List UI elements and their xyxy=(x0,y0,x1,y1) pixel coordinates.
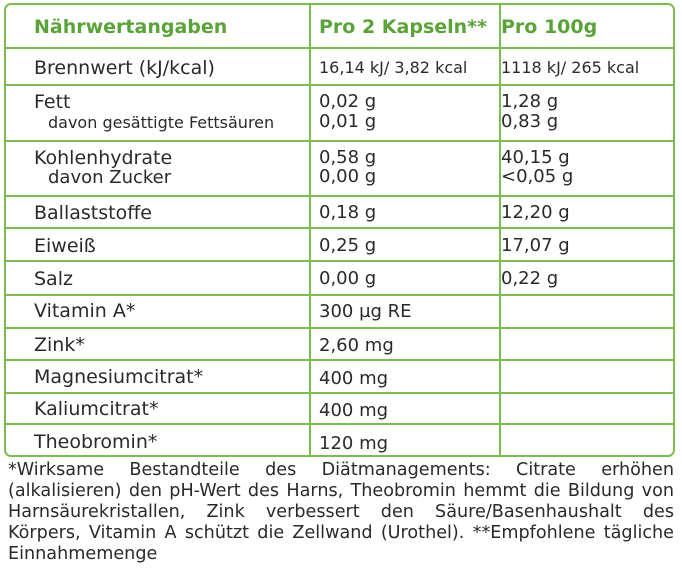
row-sub-value-per-100g: 0,83 g xyxy=(501,111,559,132)
table-row xyxy=(6,361,673,394)
row-sub-label: davon Zucker xyxy=(48,167,172,188)
row-label: Kohlenhydrate xyxy=(34,147,173,169)
row-sub-label: davon gesättigte Fettsäuren xyxy=(48,113,275,132)
row-value-per-2-capsules: 300 µg RE xyxy=(319,301,412,322)
header-per-2-capsules: Pro 2 Kapseln** xyxy=(319,16,488,38)
row-value-per-2-capsules: 2,60 mg xyxy=(319,335,394,356)
row-value-per-100g: 12,20 g xyxy=(501,202,570,223)
row-label: Zink* xyxy=(34,334,85,356)
row-value-per-2-capsules: 0,00 g xyxy=(319,268,377,289)
row-value-per-2-capsules: 0,18 g xyxy=(319,202,377,223)
row-value-per-100g: 0,22 g xyxy=(501,268,559,289)
row-value-per-2-capsules: 400 mg xyxy=(319,368,389,389)
header-nutrients: Nährwertangaben xyxy=(34,16,228,38)
row-value-per-2-capsules: 0,58 g xyxy=(319,147,377,168)
table-row xyxy=(6,229,673,262)
row-label: Ballaststoffe xyxy=(34,202,152,224)
row-value-per-100g: 17,07 g xyxy=(501,235,570,256)
table-row xyxy=(6,142,673,197)
table-row xyxy=(6,394,673,425)
row-value-per-2-capsules: 0,02 g xyxy=(319,91,377,112)
footnote: *Wirksame Bestandteile des Diätmanagements: Citrate erhöhen (alkalisieren) den pH-Wert des Harns, Theobromin hemmt die Bildung von Harnsäurekristallen, Zink verbessert den Säure/Basenhaushalt des Körpers, Vitamin A schützt die Zellwand (Urothel). **Empfohlene tägliche Einnahmemenge xyxy=(8,460,674,564)
row-label: Eiweiß xyxy=(34,235,96,257)
row-value-per-2-capsules: 16,14 kJ/ 3,82 kcal xyxy=(319,58,468,77)
row-value-per-100g: 40,15 g xyxy=(501,147,570,168)
row-value-per-100g: 1118 kJ/ 265 kcal xyxy=(501,58,640,77)
row-label: Brennwert (kJ/kcal) xyxy=(34,57,215,79)
table-row xyxy=(6,197,673,229)
header-per-100g: Pro 100g xyxy=(501,16,598,38)
row-value-per-2-capsules: 120 mg xyxy=(319,433,389,454)
row-label: Fett xyxy=(34,91,71,113)
table-row xyxy=(6,262,673,296)
row-value-per-2-capsules: 400 mg xyxy=(319,400,389,421)
table-header-row xyxy=(6,5,673,49)
row-value-per-2-capsules: 0,25 g xyxy=(319,235,377,256)
row-sub-value-per-100g: <0,05 g xyxy=(501,166,574,187)
table-row xyxy=(6,86,673,142)
table-row xyxy=(6,329,673,361)
row-sub-value-per-2-capsules: 0,01 g xyxy=(319,111,377,132)
row-sub-value-per-2-capsules: 0,00 g xyxy=(319,166,377,187)
row-label: Salz xyxy=(34,268,73,290)
row-label: Vitamin A* xyxy=(34,300,136,322)
table-row xyxy=(6,425,673,457)
table-row xyxy=(6,49,673,86)
nutrition-table xyxy=(4,3,675,457)
row-label: Magnesiumcitrat* xyxy=(34,366,204,388)
row-label: Kaliumcitrat* xyxy=(34,398,159,420)
row-value-per-100g: 1,28 g xyxy=(501,91,559,112)
table-row xyxy=(6,296,673,329)
row-label: Theobromin* xyxy=(34,431,158,453)
